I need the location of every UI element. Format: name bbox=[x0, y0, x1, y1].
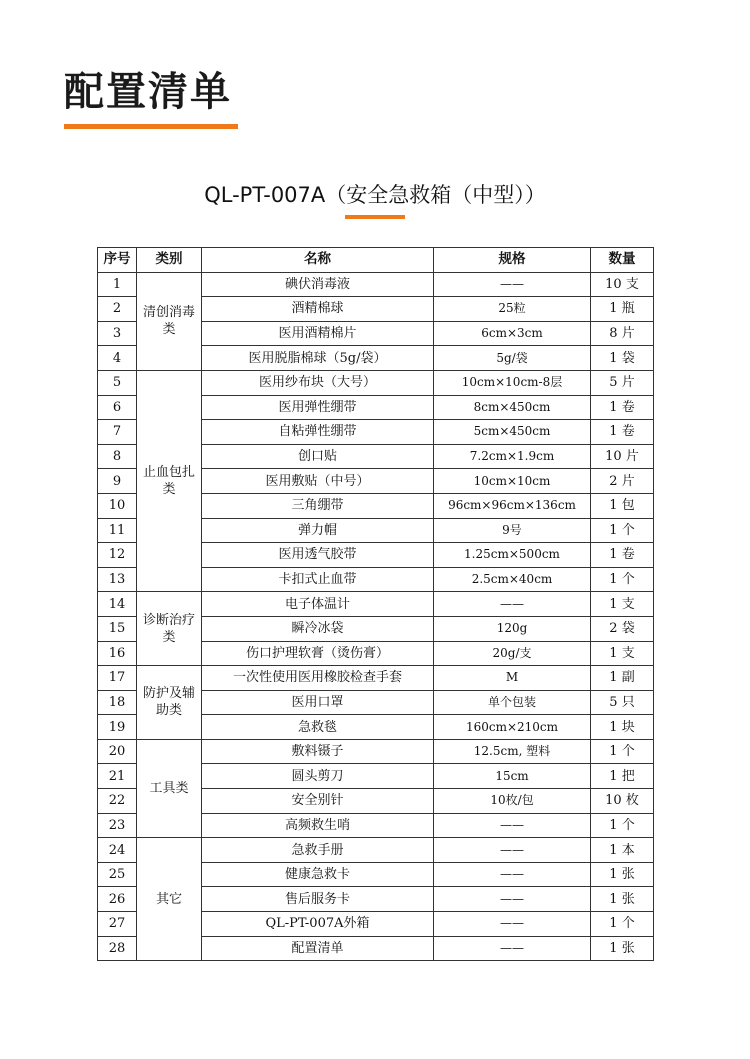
cell-item-name: 医用透气胶带 bbox=[202, 543, 434, 568]
cell-item-name: 自粘弹性绷带 bbox=[202, 420, 434, 445]
cell-quantity: 8 片 bbox=[591, 321, 654, 346]
cell-spec: 160cm×210cm bbox=[434, 715, 591, 740]
cell-number: 3 bbox=[98, 321, 137, 346]
cell-spec: —— bbox=[434, 887, 591, 912]
cell-item-name: 安全别针 bbox=[202, 789, 434, 814]
cell-spec: 10cm×10cm-8层 bbox=[434, 370, 591, 395]
cell-number: 20 bbox=[98, 739, 137, 764]
cell-quantity: 1 块 bbox=[591, 715, 654, 740]
cell-quantity: 5 片 bbox=[591, 370, 654, 395]
table-row bbox=[98, 592, 654, 617]
cell-item-name: 医用纱布块（大号） bbox=[202, 370, 434, 395]
cell-spec: —— bbox=[434, 936, 591, 961]
cell-number: 15 bbox=[98, 616, 137, 641]
cell-item-name: 急救手册 bbox=[202, 838, 434, 863]
cell-number: 27 bbox=[98, 912, 137, 937]
cell-number: 10 bbox=[98, 493, 137, 518]
cell-quantity: 1 个 bbox=[591, 813, 654, 838]
cell-spec: 2.5cm×40cm bbox=[434, 567, 591, 592]
cell-number: 28 bbox=[98, 936, 137, 961]
cell-number: 19 bbox=[98, 715, 137, 740]
cell-number: 23 bbox=[98, 813, 137, 838]
cell-spec: —— bbox=[434, 813, 591, 838]
cell-spec: —— bbox=[434, 862, 591, 887]
cell-spec: 20g/支 bbox=[434, 641, 591, 666]
cell-number: 13 bbox=[98, 567, 137, 592]
cell-item-name: 伤口护理软膏（烫伤膏） bbox=[202, 641, 434, 666]
header-spec: 规格 bbox=[434, 248, 591, 273]
cell-spec: —— bbox=[434, 838, 591, 863]
cell-quantity: 1 个 bbox=[591, 739, 654, 764]
cell-spec: —— bbox=[434, 912, 591, 937]
cell-item-name: 配置清单 bbox=[202, 936, 434, 961]
cell-quantity: 1 支 bbox=[591, 641, 654, 666]
cell-category: 防护及辅助类 bbox=[137, 666, 202, 740]
cell-spec: 9号 bbox=[434, 518, 591, 543]
cell-number: 16 bbox=[98, 641, 137, 666]
cell-spec: 6cm×3cm bbox=[434, 321, 591, 346]
cell-number: 18 bbox=[98, 690, 137, 715]
cell-quantity: 1 副 bbox=[591, 666, 654, 691]
cell-spec: 7.2cm×1.9cm bbox=[434, 444, 591, 469]
cell-quantity: 2 片 bbox=[591, 469, 654, 494]
cell-spec: 10cm×10cm bbox=[434, 469, 591, 494]
cell-item-name: 医用酒精棉片 bbox=[202, 321, 434, 346]
cell-spec: M bbox=[434, 666, 591, 691]
cell-quantity: 1 瓶 bbox=[591, 297, 654, 322]
cell-spec: —— bbox=[434, 592, 591, 617]
cell-number: 22 bbox=[98, 789, 137, 814]
cell-item-name: 弹力帽 bbox=[202, 518, 434, 543]
cell-spec: 8cm×450cm bbox=[434, 395, 591, 420]
configuration-table bbox=[97, 247, 654, 961]
document-title-underline bbox=[345, 215, 405, 219]
cell-number: 7 bbox=[98, 420, 137, 445]
cell-quantity: 10 片 bbox=[591, 444, 654, 469]
title-underline bbox=[64, 124, 238, 129]
cell-quantity: 1 袋 bbox=[591, 346, 654, 371]
cell-item-name: 创口贴 bbox=[202, 444, 434, 469]
cell-number: 6 bbox=[98, 395, 137, 420]
cell-number: 12 bbox=[98, 543, 137, 568]
cell-number: 11 bbox=[98, 518, 137, 543]
cell-number: 2 bbox=[98, 297, 137, 322]
cell-item-name: 医用弹性绷带 bbox=[202, 395, 434, 420]
cell-quantity: 10 支 bbox=[591, 272, 654, 297]
cell-quantity: 1 张 bbox=[591, 862, 654, 887]
cell-quantity: 1 个 bbox=[591, 567, 654, 592]
cell-category: 诊断治疗类 bbox=[137, 592, 202, 666]
table-row bbox=[98, 838, 654, 863]
cell-item-name: 酒精棉球 bbox=[202, 297, 434, 322]
cell-spec: 5g/袋 bbox=[434, 346, 591, 371]
cell-number: 4 bbox=[98, 346, 137, 371]
cell-quantity: 1 张 bbox=[591, 936, 654, 961]
table-row bbox=[98, 666, 654, 691]
cell-quantity: 1 卷 bbox=[591, 420, 654, 445]
cell-quantity: 1 卷 bbox=[591, 395, 654, 420]
cell-item-name: 碘伏消毒液 bbox=[202, 272, 434, 297]
header-category: 类别 bbox=[137, 248, 202, 273]
cell-item-name: 敷料镊子 bbox=[202, 739, 434, 764]
cell-item-name: 一次性使用医用橡胶检查手套 bbox=[202, 666, 434, 691]
cell-item-name: 瞬冷冰袋 bbox=[202, 616, 434, 641]
cell-number: 24 bbox=[98, 838, 137, 863]
cell-quantity: 5 只 bbox=[591, 690, 654, 715]
cell-quantity: 1 张 bbox=[591, 887, 654, 912]
cell-item-name: 健康急救卡 bbox=[202, 862, 434, 887]
table-header-row bbox=[98, 248, 654, 273]
cell-category: 其它 bbox=[137, 838, 202, 961]
cell-item-name: 医用脱脂棉球（5g/袋） bbox=[202, 346, 434, 371]
cell-number: 1 bbox=[98, 272, 137, 297]
table-row bbox=[98, 370, 654, 395]
cell-item-name: QL-PT-007A外箱 bbox=[202, 912, 434, 937]
cell-number: 17 bbox=[98, 666, 137, 691]
cell-number: 26 bbox=[98, 887, 137, 912]
cell-item-name: 电子体温计 bbox=[202, 592, 434, 617]
cell-spec: —— bbox=[434, 272, 591, 297]
header-number: 序号 bbox=[98, 248, 137, 273]
cell-category: 清创消毒类 bbox=[137, 272, 202, 370]
cell-quantity: 1 个 bbox=[591, 912, 654, 937]
cell-quantity: 1 把 bbox=[591, 764, 654, 789]
cell-number: 5 bbox=[98, 370, 137, 395]
cell-quantity: 2 袋 bbox=[591, 616, 654, 641]
cell-item-name: 卡扣式止血带 bbox=[202, 567, 434, 592]
cell-item-name: 急救毯 bbox=[202, 715, 434, 740]
cell-item-name: 三角绷带 bbox=[202, 493, 434, 518]
header-quantity: 数量 bbox=[591, 248, 654, 273]
cell-quantity: 1 支 bbox=[591, 592, 654, 617]
table-body bbox=[98, 272, 654, 961]
cell-spec: 15cm bbox=[434, 764, 591, 789]
cell-spec: 120g bbox=[434, 616, 591, 641]
cell-quantity: 1 个 bbox=[591, 518, 654, 543]
table-row bbox=[98, 739, 654, 764]
cell-spec: 1.25cm×500cm bbox=[434, 543, 591, 568]
cell-spec: 5cm×450cm bbox=[434, 420, 591, 445]
page-title: 配置清单 bbox=[64, 69, 232, 115]
cell-spec: 单个包装 bbox=[434, 690, 591, 715]
cell-quantity: 1 卷 bbox=[591, 543, 654, 568]
cell-spec: 10枚/包 bbox=[434, 789, 591, 814]
cell-item-name: 医用敷贴（中号） bbox=[202, 469, 434, 494]
cell-category: 工具类 bbox=[137, 739, 202, 837]
cell-number: 9 bbox=[98, 469, 137, 494]
header-name: 名称 bbox=[202, 248, 434, 273]
document-title: QL-PT-007A（安全急救箱（中型）） bbox=[204, 183, 546, 207]
cell-item-name: 售后服务卡 bbox=[202, 887, 434, 912]
cell-quantity: 10 枚 bbox=[591, 789, 654, 814]
cell-item-name: 高频救生哨 bbox=[202, 813, 434, 838]
cell-number: 21 bbox=[98, 764, 137, 789]
cell-number: 14 bbox=[98, 592, 137, 617]
cell-spec: 12.5cm, 塑料 bbox=[434, 739, 591, 764]
cell-number: 25 bbox=[98, 862, 137, 887]
cell-number: 8 bbox=[98, 444, 137, 469]
table-row bbox=[98, 272, 654, 297]
cell-item-name: 医用口罩 bbox=[202, 690, 434, 715]
cell-quantity: 1 本 bbox=[591, 838, 654, 863]
cell-spec: 96cm×96cm×136cm bbox=[434, 493, 591, 518]
cell-item-name: 圆头剪刀 bbox=[202, 764, 434, 789]
cell-category: 止血包扎类 bbox=[137, 370, 202, 591]
cell-spec: 25粒 bbox=[434, 297, 591, 322]
cell-quantity: 1 包 bbox=[591, 493, 654, 518]
